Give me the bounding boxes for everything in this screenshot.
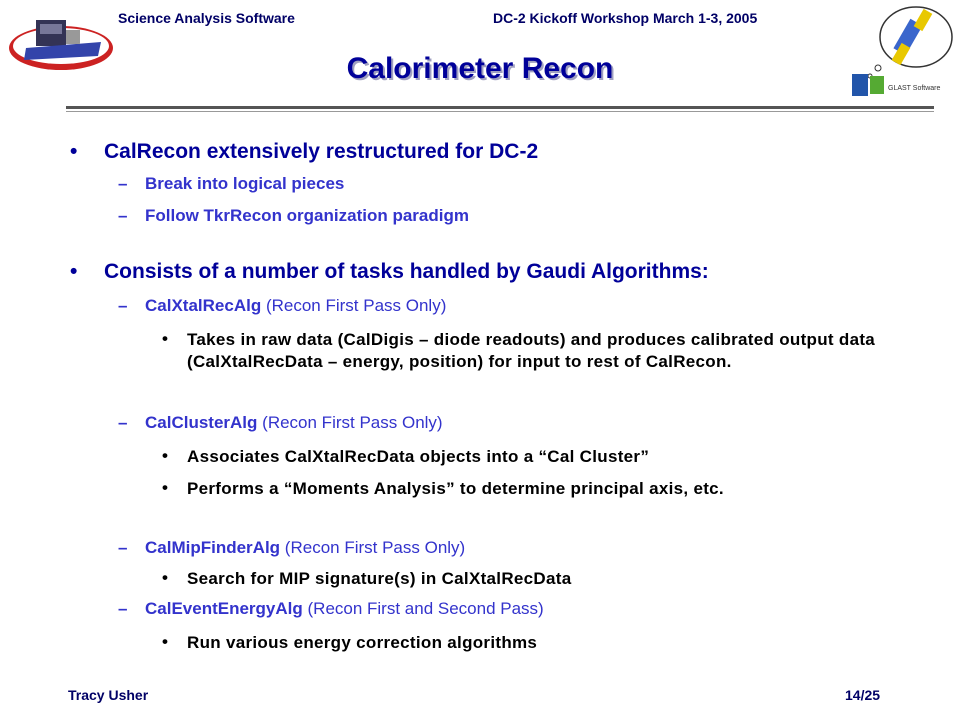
detail-text: Takes in raw data (CalDigis – diode readouts) and produces calibrated output data (CalXtalRecData – energy, position) for input to rest of CalRecon. (187, 330, 876, 371)
sub-bullet-text: Follow TkrRecon organization paradigm (145, 206, 469, 225)
dash-marker: – (118, 174, 128, 193)
bullet-marker: • (162, 632, 168, 651)
algorithm-name: CalMipFinderAlg (145, 538, 281, 557)
algorithm-name: CalClusterAlg (145, 413, 258, 432)
sub-bullet-text: Break into logical pieces (145, 174, 345, 193)
dash-marker: – (118, 206, 128, 225)
header-left-text: Science Analysis Software (118, 10, 295, 26)
detail-text: Performs a “Moments Analysis” to determine principal axis, etc. (187, 479, 724, 498)
detail-text: Run various energy correction algorithms (187, 633, 538, 652)
bullet-marker: • (70, 140, 78, 163)
dash-marker: – (118, 599, 128, 618)
bullet-marker: • (162, 478, 168, 497)
bullet-marker: • (162, 446, 168, 465)
dash-marker: – (118, 413, 128, 432)
algorithm-note: (Recon First Pass Only) (262, 413, 443, 432)
bullet-marker: • (162, 568, 168, 587)
algorithm-item (145, 296, 446, 316)
footer-page-number: 14/25 (845, 687, 881, 703)
dash-marker: – (118, 538, 128, 557)
algorithm-note: (Recon First and Second Pass) (307, 599, 544, 618)
header-right-text: DC-2 Kickoff Workshop March 1-3, 2005 (493, 10, 758, 26)
bullet-marker: • (162, 329, 168, 348)
algorithm-item (145, 538, 465, 558)
algorithm-item (145, 599, 544, 619)
dash-marker: – (118, 296, 128, 315)
detail-text: Associates CalXtalRecData objects into a “Cal Cluster” (187, 447, 650, 466)
glast-software-logo-text: GLAST Software (888, 85, 941, 92)
bullet-marker: • (70, 260, 78, 283)
algorithm-note: (Recon First Pass Only) (265, 296, 447, 315)
algorithm-name: CalXtalRecAlg (145, 296, 262, 315)
algorithm-item (145, 413, 443, 433)
slide-title: Calorimeter Recon (346, 52, 614, 85)
footer-author: Tracy Usher (68, 687, 149, 703)
bullet-text: CalRecon extensively restructured for DC-2 (104, 140, 539, 163)
detail-text: Search for MIP signature(s) in CalXtalRecData (187, 569, 572, 588)
algorithm-note: (Recon First Pass Only) (284, 538, 466, 557)
algorithm-name: CalEventEnergyAlg (145, 599, 303, 618)
bullet-text: Consists of a number of tasks handled by Gaudi Algorithms: (104, 260, 709, 283)
